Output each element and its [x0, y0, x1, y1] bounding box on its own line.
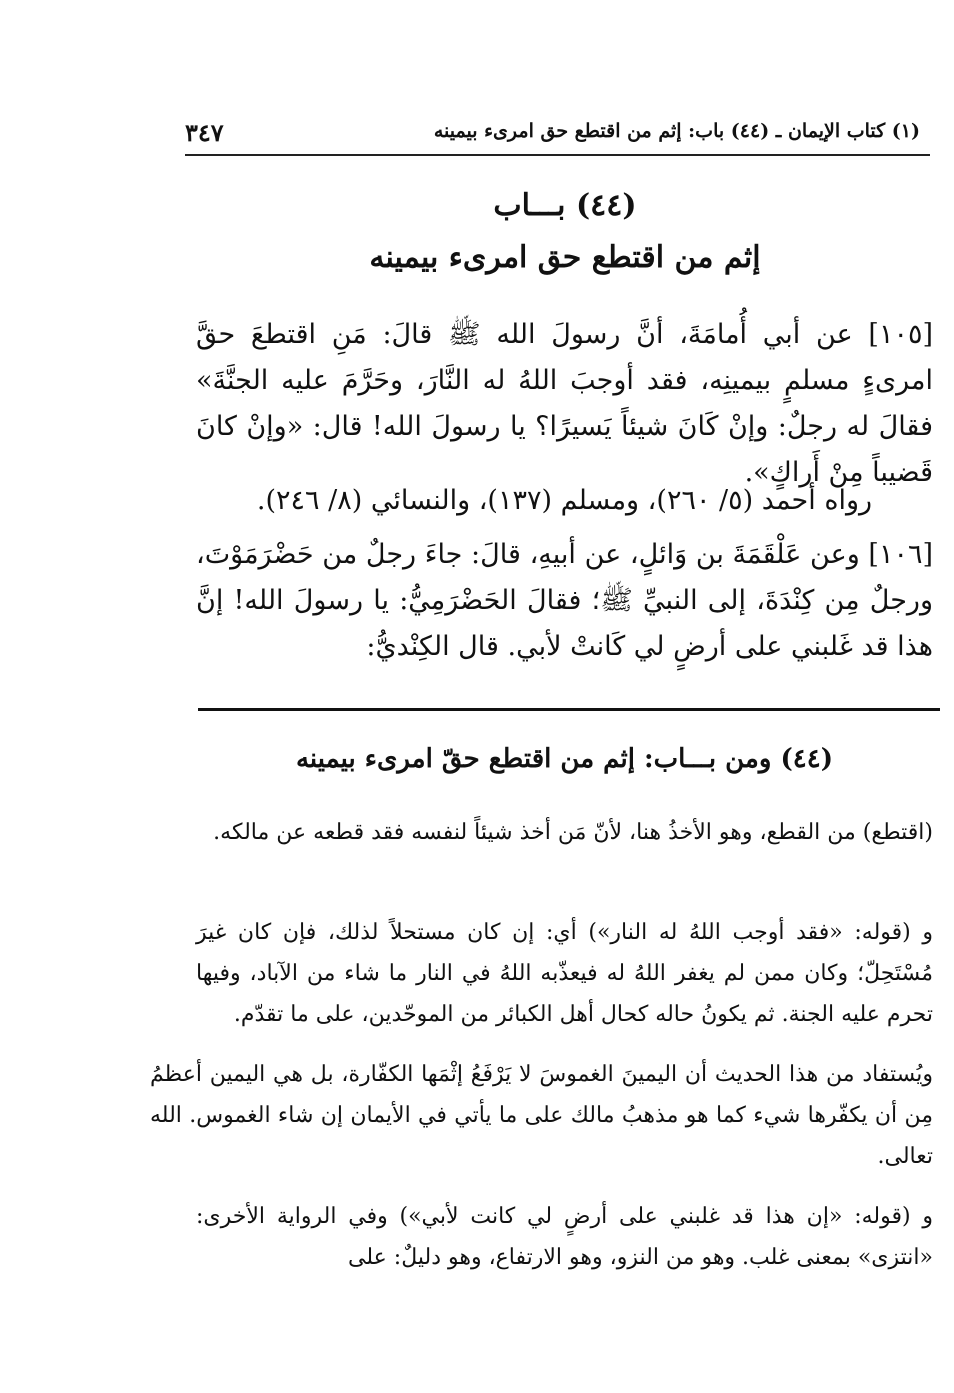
chapter-title: إثم من اقتطع حق امرىء بيمينه [369, 240, 761, 275]
hadith-106-text: [١٠٦] وعن عَلْقَمَةَ بن وَائلٍ، عن أبيهِ، قالَ: جاءَ رجلٌ من حَضْرَمَوْتَ، ورجلٌ مِن كِنْدَةَ، إلى النبيِّ ﷺ؛ فقالَ الحَضْرَمِيُّ: يا رسولَ الله! إنَّ هذا قد غَلبني على أرضٍ لي كَانتْ لأبي. قال الكِنْديُّ: [196, 539, 933, 662]
running-header-title: (١) كتاب الإيمان ـ (٤٤) باب: إثم من اقتطع حق امرىء بيمينه [433, 120, 920, 142]
commentary-paragraph: (اقتطع) من القطع، وهو الأخذُ هنا، لأنّ مَن أخذ شيئاً لنفسه فقد قطعه عن مالكه. [213, 820, 933, 845]
chapter-number: (٤٤) بـــاب [493, 188, 637, 223]
commentary-paragraph: و (قوله: «فقد أوجب اللهُ له النار») أي: إن كان مستحلاً لذلك، فإن كان غيرَ مُسْتَحِلّ؛ وكان ممن لم يغفر اللهُ له فيعذّبه اللهُ في النار ما شاء من الآباد، وفيها تحرم عليه الجنة. ثم يكونُ حاله كحال أهل الكبائر من الموحّدين، على ما تقدّم. [196, 920, 933, 1027]
commentary-heading: (٤٤) ومن بـــاب: إثم من اقتطع حقّ امرىء بيمينه [295, 744, 834, 774]
hadith-105-source: رواه أحمد (٥/ ٢٦٠)، ومسلم (١٣٧)، والنسائي (٨/ ٢٤٦). [256, 485, 873, 516]
hadith-105-text: [١٠٥] عن أبي أُمامَةَ، أنَّ رسولَ الله ﷺ قالَ: مَنِ اقتطعَ حقَّ امرىءٍ مسلمٍ بيمينِه، فقد أوجبَ اللهُ له النَّارَ، وحَرَّمَ عليه الجنَّةَ» فقالَ له رجلٌ: وإنْ كَانَ شيئاً يَسيرًا؟ يا رسولَ الله! قال: «وإنْ كانَ قَضيباً مِنْ أَراكٍ». [196, 319, 933, 488]
running-header [185, 118, 930, 156]
footnote-divider [198, 708, 940, 711]
commentary-paragraph: ويُستفاد من هذا الحديث أن اليمينَ الغموسَ لا يَرْفَعُ إثْمَها الكفّارة، بل هي اليمين أعظمُ مِن أن يكفّرها شيء كما هو مذهبُ مالك على ما يأتي في الأيمان إن شاء الغموس. الله تعالى. [150, 1062, 933, 1169]
commentary-paragraph: و (قوله: «إن هذا قد غلبني على أرضٍ لي كانت لأبي») وفي الرواية الأخرى: «انتزى» بمعنى غلب. وهو من النزو، وهو الارتفاع، وهو دليلٌ: على [196, 1204, 933, 1270]
page-number: ٣٤٧ [185, 118, 224, 147]
